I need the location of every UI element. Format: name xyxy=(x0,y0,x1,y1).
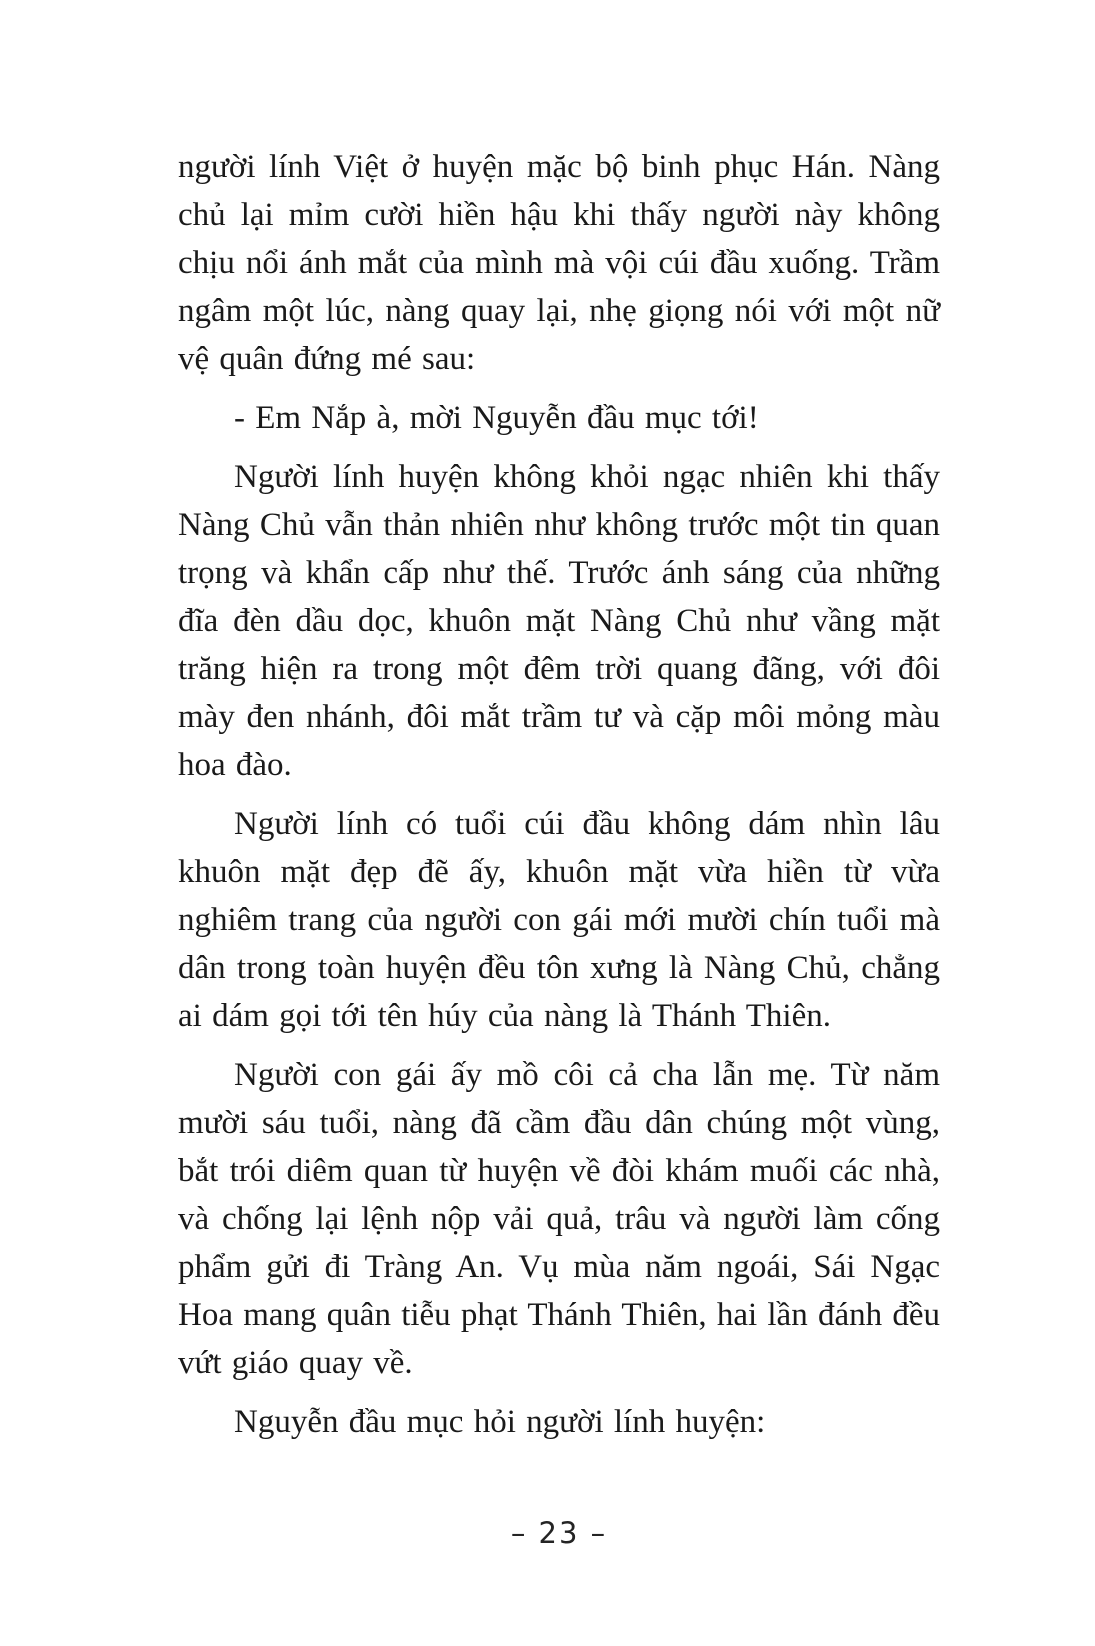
paragraph: Người lính huyện không khỏi ngạc nhiên khi thấy Nàng Chủ vẫn thản nhiên như không trước một tin quan trọng và khẩn cấp như thế. Trước ánh sáng của những đĩa đèn dầu dọc, khuôn mặt Nàng Chủ như vầng mặt trăng hiện ra trong một đêm trời quang đãng, với đôi mày đen nhánh, đôi mắt trầm tư và cặp môi mỏng màu hoa đào. xyxy=(178,459,940,783)
page-number: – 23 – xyxy=(510,1516,608,1550)
paragraph: Nguyễn đầu mục hỏi người lính huyện: xyxy=(234,1404,766,1440)
paragraph: Người con gái ấy mồ côi cả cha lẫn mẹ. Từ năm mười sáu tuổi, nàng đã cầm đầu dân chúng một vùng, bắt trói diêm quan từ huyện về đòi khám muối các nhà, và chống lại lệnh nộp vải quả, trâu và người làm cống phẩm gửi đi Tràng An. Vụ mùa năm ngoái, Sái Ngạc Hoa mang quân tiễu phạt Thánh Thiên, hai lần đánh đều vứt giáo quay về. xyxy=(178,1057,941,1381)
paragraph-continuation: người lính Việt ở huyện mặc bộ binh phục Hán. Nàng chủ lại mỉm cười hiền hậu khi thấy người này không chịu nổi ánh mắt của mình mà vội cúi đầu xuống. Trầm ngâm một lúc, nàng quay lại, nhẹ giọng nói với một nữ vệ quân đứng mé sau: xyxy=(178,149,940,377)
page-text-block xyxy=(178,143,940,1446)
paragraph: Người lính có tuổi cúi đầu không dám nhìn lâu khuôn mặt đẹp đẽ ấy, khuôn mặt vừa hiền từ vừa nghiêm trang của người con gái mới mười chín tuổi mà dân trong toàn huyện đều tôn xưng là Nàng Chủ, chẳng ai dám gọi tới tên húy của nàng là Thánh Thiên. xyxy=(178,806,940,1034)
paragraph-dialogue: - Em Nắp à, mời Nguyễn đầu mục tới! xyxy=(234,400,759,436)
